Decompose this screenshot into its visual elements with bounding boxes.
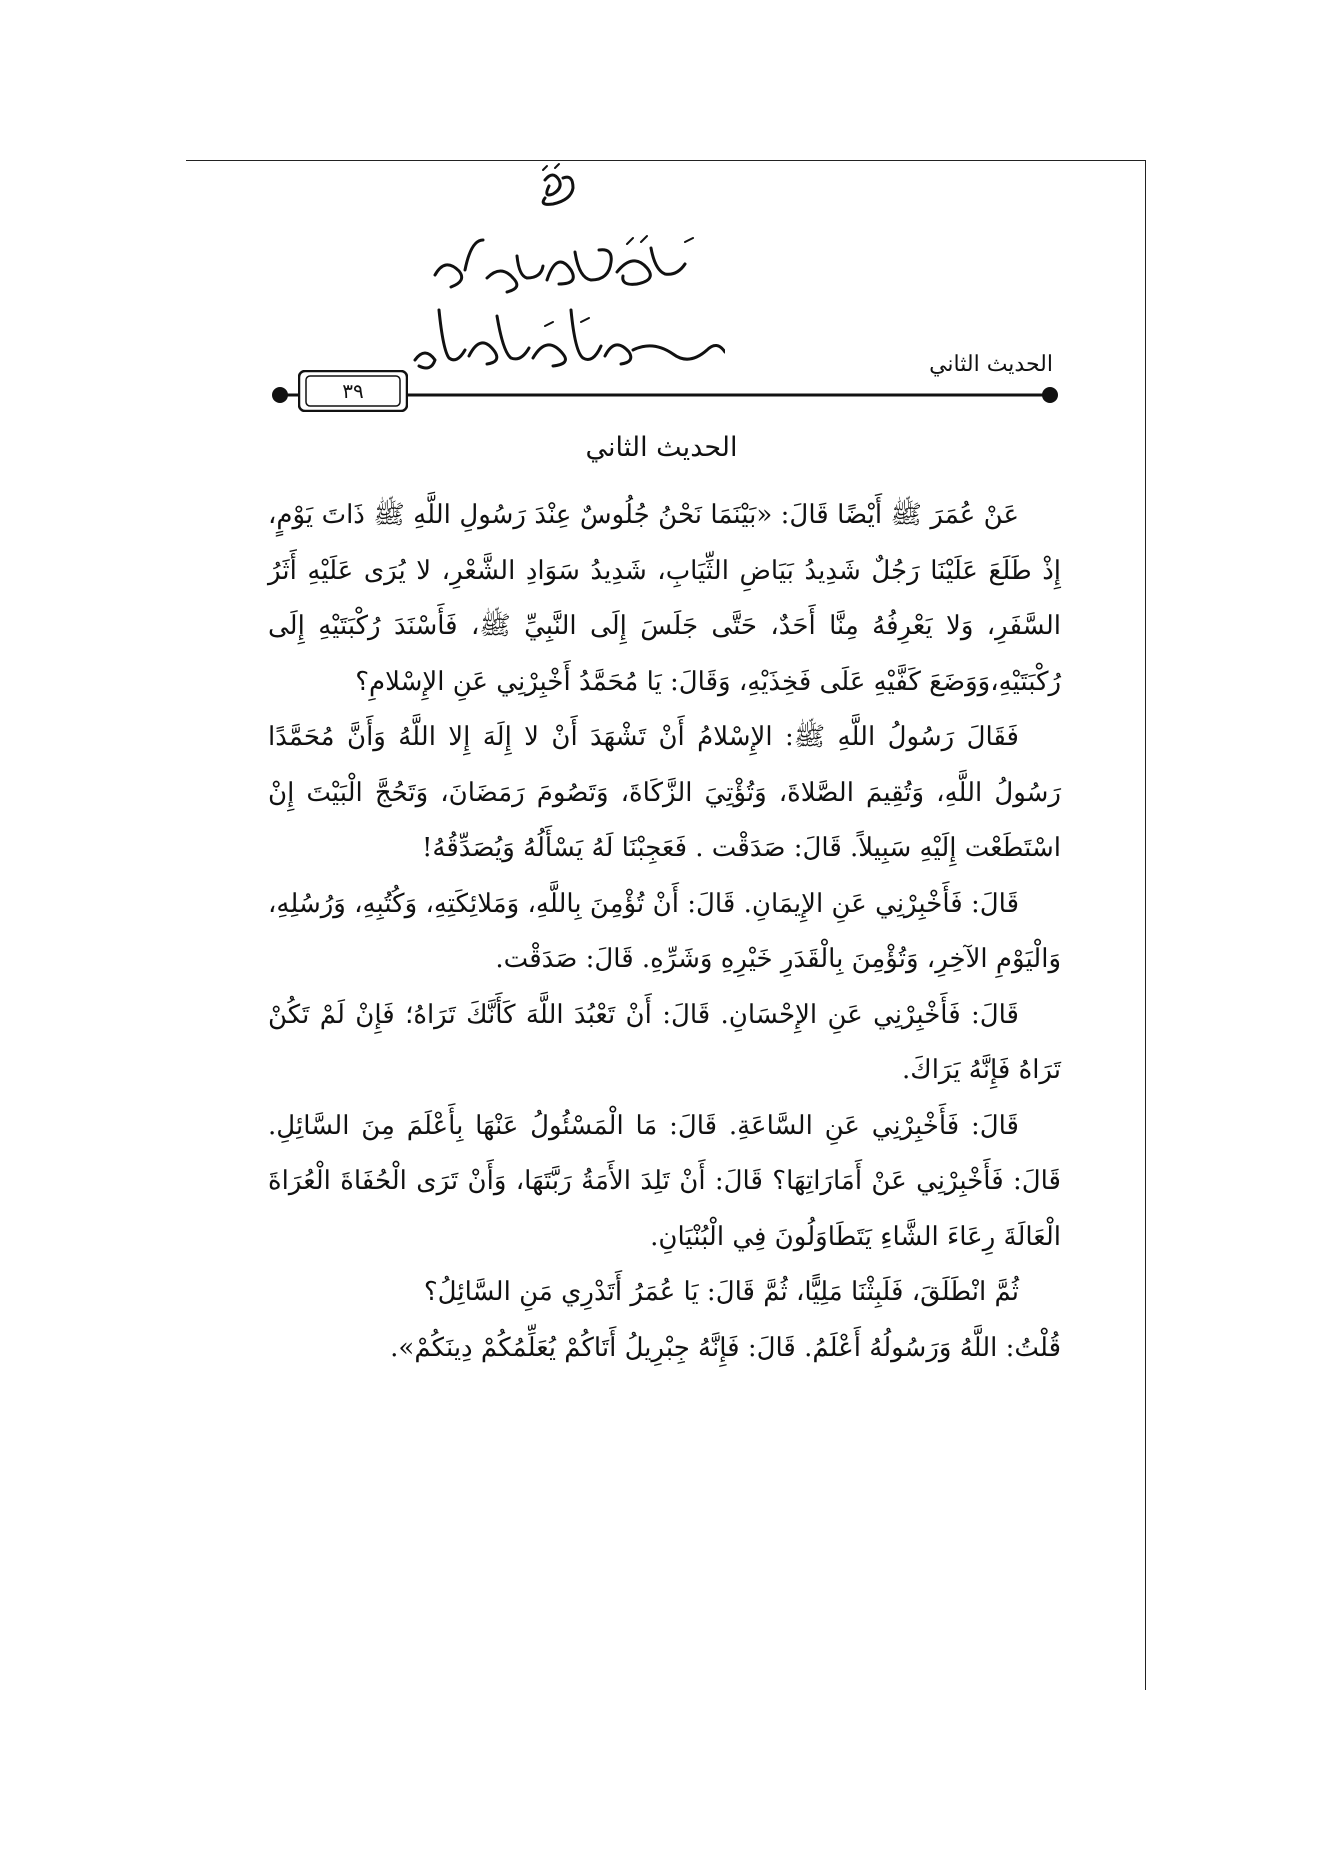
running-header-title: الحديث الثاني [929, 352, 1053, 377]
calligraphy-stamp-drawing [395, 160, 725, 385]
paragraph: قُلْتُ: اللَّهُ وَرَسُولُهُ أَعْلَمُ. قَالَ: فَإِنَّهُ جِبْرِيلُ أَتَاكُمْ يُعَلِّمُكُمْ دِينَكُمْ». [390, 1332, 1061, 1363]
paragraph: قَالَ: فَأَخْبِرْنِي عَنِ السَّاعَةِ. قَالَ: مَا الْمَسْئُولُ عَنْهَا بِأَعْلَمَ مِنَ السَّائِلِ. قَالَ: فَأَخْبِرْنِي عَنْ أَمَارَاتِهَا؟ قَالَ: أَنْ تَلِدَ الأَمَةُ رَبَّتَهَا، وَأَنْ تَرَى الْحُفَاةَ الْعُرَاةَ الْعَالَةَ رِعَاءَ الشَّاءِ يَتَطَاوَلُونَ فِي الْبُنْيَانِ. [268, 1110, 1061, 1252]
paragraph: عَنْ عُمَرَ ﷺ أَيْضًا قَالَ: «بَيْنَمَا نَحْنُ جُلُوسٌ عِنْدَ رَسُولِ اللَّهِ ﷺ ذَاتَ يَوْمٍ، إِذْ طَلَعَ عَلَيْنَا رَجُلٌ شَدِيدُ بَيَاضِ الثِّيَابِ، شَدِيدُ سَوَادِ الشَّعْرِ، لا يُرَى عَلَيْهِ أَثَرُ السَّفَرِ، وَلا يَعْرِفُهُ مِنَّا أَحَدٌ، حَتَّى جَلَسَ إِلَى النَّبِيِّ ﷺ، فَأَسْنَدَ رُكْبَتَيْهِ إِلَى رُكْبَتَيْهِ،وَوَضَعَ كَفَّيْهِ عَلَى فَخِذَيْهِ، وَقَالَ: يَا مُحَمَّدُ أَخْبِرْنِي عَنِ الإِسْلامِ؟ [268, 500, 1061, 697]
hadith-text [268, 488, 1061, 1376]
calligraphy-stamp [395, 160, 725, 385]
paragraph: فَقَالَ رَسُولُ اللَّهِ ﷺ: الإِسْلامُ أَنْ تَشْهَدَ أَنْ لا إِلَهَ إِلا اللَّهُ وَأَنَّ مُحَمَّدًا رَسُولُ اللَّهِ، وَتُقِيمَ الصَّلاةَ، وَتُؤْتِيَ الزَّكَاةَ، وَتَصُومَ رَمَضَانَ، وَتَحُجَّ الْبَيْتَ إِنْ اسْتَطَعْت إِلَيْهِ سَبِيلاً. قَالَ: صَدَقْت . فَعَجِبْنَا لَهُ يَسْأَلُهُ وَيُصَدِّقُهُ! [268, 722, 1061, 863]
paragraph: قَالَ: فَأَخْبِرْنِي عَنِ الإِيمَانِ. قَالَ: أَنْ تُؤْمِنَ بِاللَّهِ، وَمَلائِكَتِهِ، وَكُتُبِهِ، وَرُسُلِهِ، وَالْيَوْمِ الآخِرِ، وَتُؤْمِنَ بِالْقَدَرِ خَيْرِهِ وَشَرِّهِ. قَالَ: صَدَقْت. [268, 888, 1061, 974]
page-number-value: ٣٩ [342, 379, 364, 403]
chapter-title: الحديث الثاني [585, 432, 738, 463]
page-number [298, 370, 408, 412]
paragraph: قَالَ: فَأَخْبِرْنِي عَنِ الإِحْسَانِ. قَالَ: أَنْ تَعْبُدَ اللَّهَ كَأَنَّكَ تَرَاهُ؛ فَإِنْ لَمْ تَكُنْ تَرَاهُ فَإِنَّهُ يَرَاكَ. [268, 999, 1061, 1085]
paragraph: ثُمَّ انْطَلَقَ، فَلَبِثْنَا مَلِيًّا، ثُمَّ قَالَ: يَا عُمَرُ أَتَدْرِي مَنِ السَّائِلُ؟ [423, 1277, 1019, 1307]
page-frame-right-line [1145, 160, 1146, 1690]
